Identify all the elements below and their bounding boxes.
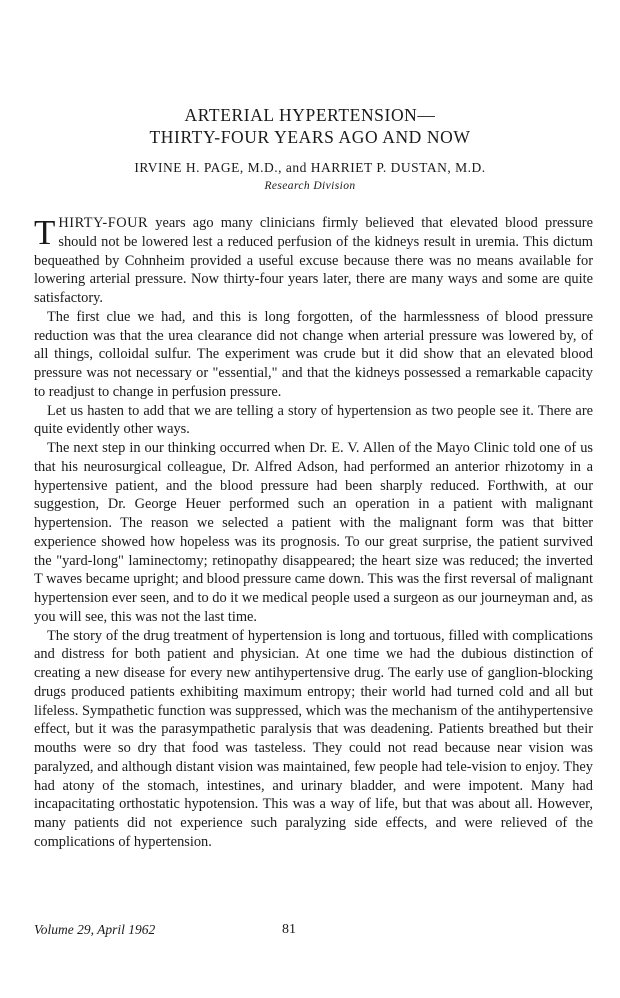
author-list: IRVINE H. PAGE, M.D., and HARRIET P. DUSTAN, M.D.	[134, 160, 486, 175]
article-title-line-2: THIRTY-FOUR YEARS AGO AND NOW	[149, 127, 471, 147]
paragraph-2: The first clue we had, and this is long forgotten, of the harmlessness of blood pressure reduction was that the urea clearance did not change when arterial pressure was lowered by, of all things, colloidal sulfur. The experiment was crude but it did show that an elevated blood pressure was not necessary or "essential," and that the kidneys possessed a remarkable capacity to readjust to change in perfusion pressure.	[34, 308, 593, 400]
paragraph-3: Let us hasten to add that we are telling a story of hypertension as two people see it. There are quite evidently other ways.	[34, 402, 593, 438]
paragraph-4: The next step in our thinking occurred when Dr. E. V. Allen of the Mayo Clinic told one of us that his neurosurgical colleague, Dr. Alfred Adson, had performed an anterior rhizotomy in a hypertensive patient, and the blood pressure had been sharply reduced. Forthwith, at our suggestion, Dr. George Heuer performed such an operation in a patient with malignant hypertension. The reason we selected a patient with the malignant form was that bitter experience showed how hopeless was its prognosis. To our great surprise, the patient survived the "yard-long" laminectomy; retinopathy disappeared; the heart size was reduced; the inverted T waves became upright; and blood pressure came down. This was the first reversal of malignant hypertension ever seen, and to do it we medical people used a surgeon as our journeyman and, as you will see, this was not the last time.	[34, 440, 593, 625]
opening-caps: HIRTY-FOUR	[58, 215, 149, 231]
volume-info: Volume 29, April 1962	[34, 922, 156, 937]
paragraph-5: The story of the drug treatment of hypertension is long and tortuous, filled with complications and distress for both patient and physician. At one time we had the dubious distinction of creating a new disease for every new antihypertensive drug. The early use of ganglion-blocking drugs produced patients exhibiting maximum entropy; their world had turned cold and all but lifeless. Sympathetic function was suppressed, which was the mechanism of the antihypertensive effect, but it was the parasympathetic paralysis that was deadening. Patients breathed but their mouths were so dry that food was tasteless. They could not read because near vision was paralyzed, and although distant vision was maintained, few people had tele-vision to enjoy. They had atony of the stomach, intestines, and urinary bladder, and were impotent. Many had incapacitating orthostatic hypotension. This was a way of life, but that was about all. However, many patients did not experience such paralyzing side effects, and were relieved of the complications of hypertension.	[34, 627, 593, 850]
author-division: Research Division	[264, 180, 356, 192]
paragraph-1-text: years ago many clinicians firmly believed that elevated blood pressure should not be lowered lest a reduced perfusion of the kidneys result in uremia. This dictum bequeathed by Cohnheim provided a useful excuse because there was no means available for lowering arterial pressure. Now thirty-four years later, there are many ways and some are quite satisfactory.	[34, 215, 593, 306]
article-body	[34, 214, 593, 852]
article-title-line-1: ARTERIAL HYPERTENSION—	[184, 105, 436, 125]
drop-cap: T	[34, 213, 56, 252]
page-number: 81	[282, 922, 296, 937]
paragraph-1	[34, 214, 593, 308]
